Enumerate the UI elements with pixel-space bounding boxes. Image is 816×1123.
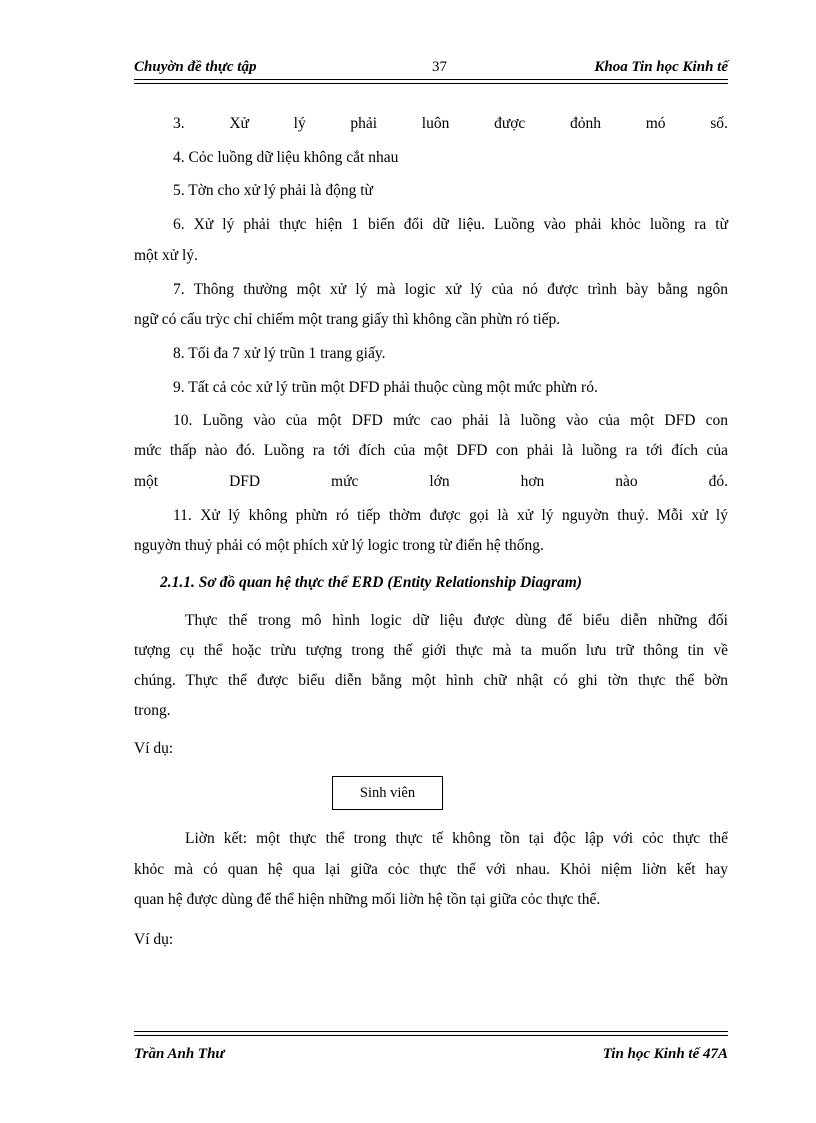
word: luôn <box>421 115 450 132</box>
link-paragraph-line-2: khỏc mà có quan hệ qua lại giữa cỏc thực thể với nhau. Khỏi niệm liờn kết hay <box>134 861 728 878</box>
footer-author: Trần Anh Thư <box>134 1046 225 1062</box>
list-item-10-line-2: mức thấp nào đó. Luồng ra tới đích của một DFD con phải là luồng ra tới đích của <box>134 442 728 459</box>
word: mức <box>331 473 359 490</box>
list-item-7-line-1: 7. Thông thường một xử lý mà logic xử lý của nó được trình bày bằng ngôn <box>173 281 728 298</box>
word: một <box>134 473 159 490</box>
list-item-10-line-3 <box>134 473 728 491</box>
list-item-11-line-2: nguyờn thuỷ phải có một phích xử lý logic trong từ điển hệ thống. <box>134 537 544 554</box>
list-item-9: 9. Tất cả cỏc xử lý trũn một DFD phải thuộc cùng một mức phừn ró. <box>173 379 598 396</box>
list-item-6-line-1: 6. Xử lý phải thực hiện 1 biến đổi dữ liệu. Luồng vào phải khỏc luồng ra từ <box>173 216 728 233</box>
header-rule-top <box>134 79 728 80</box>
word: số. <box>710 115 728 132</box>
word: lý <box>293 115 306 132</box>
list-item-6-line-2: một xử lý. <box>134 247 198 264</box>
word: nào <box>615 473 638 490</box>
footer-class: Tin học Kinh tế 47A <box>602 1046 728 1062</box>
word: được <box>494 115 526 132</box>
section-heading: 2.1.1. Sơ đồ quan hệ thực thể ERD (Entity Relationship Diagram) <box>160 574 582 591</box>
word: DFD <box>229 473 261 490</box>
list-item-4: 4. Cỏc luồng dữ liệu không cắt nhau <box>173 149 399 166</box>
entity-box-label: Sinh viên <box>359 784 416 801</box>
word: 3. <box>173 115 185 132</box>
example-label: Ví dụ: <box>134 740 174 757</box>
header-faculty: Khoa Tin học Kinh tế <box>594 59 728 75</box>
word: đó. <box>708 473 728 490</box>
word: lớn <box>429 473 450 490</box>
page-number: 37 <box>432 59 447 75</box>
entity-paragraph-line-4: trong. <box>134 702 171 719</box>
word: phải <box>350 115 378 132</box>
list-item-8: 8. Tối đa 7 xử lý trũn 1 trang giấy. <box>173 345 386 362</box>
footer-rule-bottom <box>134 1035 728 1036</box>
list-item-7-line-2: ngữ có cấu trỳc chỉ chiếm một trang giấy thì không cần phừn ró tiếp. <box>134 311 561 328</box>
link-paragraph-line-3: quan hệ được dùng để thể hiện những mối liờn hệ tồn tại giữa cỏc thực thể. <box>134 891 601 908</box>
word: đỏnh <box>570 115 601 132</box>
footer-rule-top <box>134 1031 728 1032</box>
word: hơn <box>520 473 545 490</box>
word: Xử <box>229 115 249 132</box>
list-item-5: 5. Tờn cho xử lý phải là động từ <box>173 182 373 199</box>
entity-paragraph-line-2: tượng cụ thể hoặc trừu tượng trong thế giới thực mà ta muốn lưu trữ thông tin về <box>134 642 728 659</box>
header-chapter-title: Chuyờn đề thực tập <box>134 59 257 75</box>
list-item-10-line-1: 10. Luồng vào của một DFD mức cao phải là luồng vào của một DFD con <box>173 412 728 429</box>
entity-box <box>332 776 443 810</box>
header-rule-bottom <box>134 83 728 84</box>
word: mó <box>645 115 666 132</box>
example-label: Ví dụ: <box>134 931 174 948</box>
link-paragraph-line-1: Liờn kết: một thực thể trong thực tế không tồn tại độc lập với cỏc thực thể <box>185 830 728 847</box>
list-item-3 <box>173 115 728 133</box>
entity-paragraph-line-1: Thực thể trong mô hình logic dữ liệu được dùng để biểu diễn những đối <box>185 612 728 629</box>
list-item-11-line-1: 11. Xử lý không phừn ró tiếp thờm được gọi là xử lý nguyờn thuỷ. Mỗi xử lý <box>173 507 728 524</box>
entity-paragraph-line-3: chúng. Thực thể được biểu diễn bằng một hình chữ nhật có ghi tờn thực thể bờn <box>134 672 728 689</box>
